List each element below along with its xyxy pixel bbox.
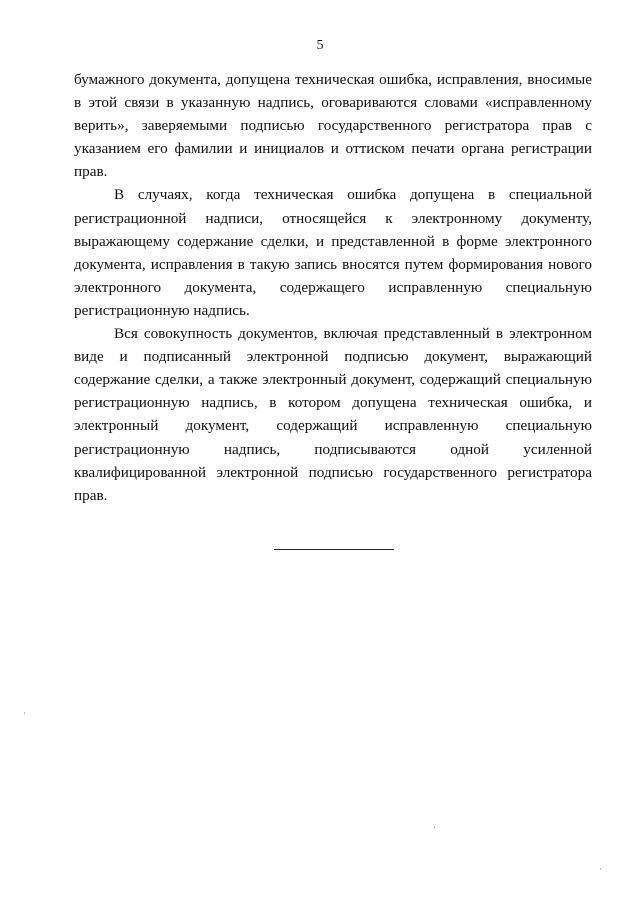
end-of-text-rule — [274, 549, 394, 550]
scan-speck — [434, 826, 435, 828]
page-number: 5 — [316, 38, 324, 53]
paragraph-continuation: бумажного документа, допущена техническая ошибка, исправления, вносимые в этой связи в указанную надпись, оговариваются словами «исправленному верить», заверяемыми подписью государственного регистратора прав с указанием его фамилии и инициалов и оттиском печати органа регистрации прав. — [74, 71, 592, 181]
paragraph-technical-error-cases: В случаях, когда техническая ошибка допущена в специальной регистрационной надписи, относящейся к электронному документу, выражающему содержание сделки, и представленной в форме электронного документа, исправления в такую запись вносятся путем формирования нового электронного документа, содержащего исправленную специальную регистрационную надпись. — [74, 186, 592, 319]
scan-speck — [600, 868, 601, 870]
scan-speck — [24, 712, 25, 714]
document-body — [74, 68, 592, 507]
paragraph-documents-signing: Вся совокупность документов, включая представленный в электронном виде и подписанный электронной подписью документ, выражающий содержание сделки, а также электронный документ, содержащий специальную регистрационную надпись, в котором допущена техническая ошибка, и электронный документ, содержащий исправленную специальную регистрационную надпись, подписываются одной усиленной квалифицированной электронной подписью государственного регистратора прав. — [74, 325, 592, 504]
